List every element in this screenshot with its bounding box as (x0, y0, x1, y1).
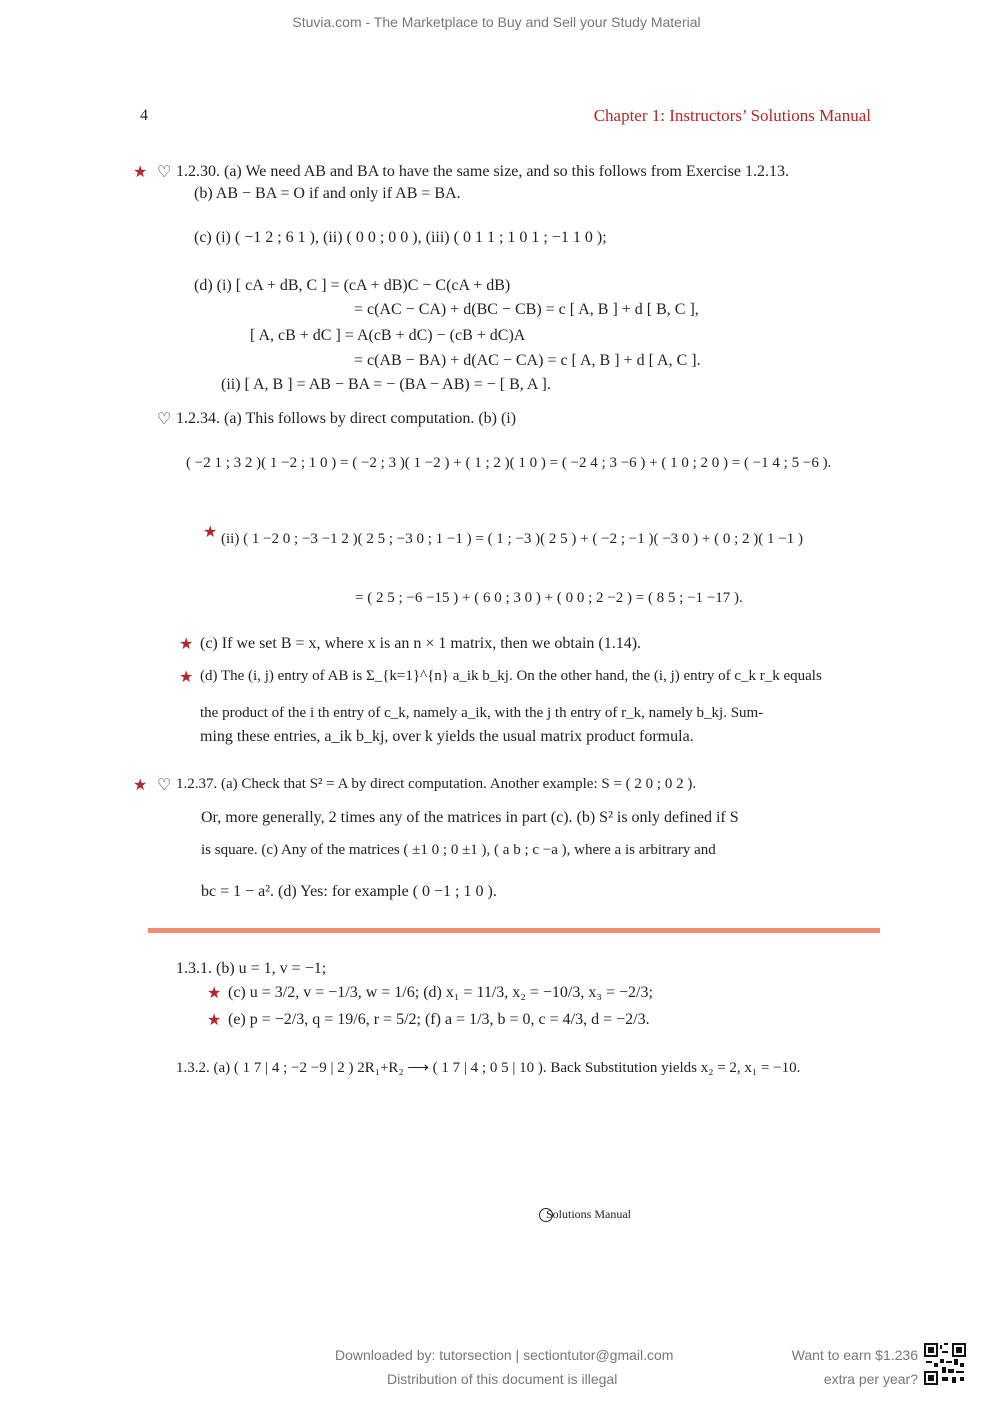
exercise-line: 1.3.2. (a) ( 1 7 | 4 ; −2 −9 | 2 ) 2R₁+R₂ ⟶ ( 1 7 | 4 ; 0 5 | 10 ). Back Substitution yields x₂ = 2, x₁ = −10. (176, 1060, 801, 1076)
exercise-line: (c) (i) ( −1 2 ; 6 1 ), (ii) ( 0 0 ; 0 0 ), (iii) ( 0 1 1 ; 1 0 1 ; −1 1 0 ); (194, 229, 607, 246)
heart-icon: ♡ (157, 164, 172, 181)
exercise-line: is square. (c) Any of the matrices ( ±1 0 ; 0 ±1 ), ( a b ; c −a ), where a is arbitrary and (201, 842, 716, 858)
exercise-line: (e) p = −2/3, q = 19/6, r = 5/2; (f) a = 1/3, b = 0, c = 4/3, d = −2/3. (228, 1011, 650, 1028)
site-banner: Stuvia.com - The Marketplace to Buy and Sell your Study Material (292, 14, 701, 30)
exercise-line: (d) The (i, j) entry of AB is Σ_{k=1}^{n} a_ik b_kj. On the other hand, the (i, j) entry of c_k r_k equals (200, 668, 822, 684)
distribution-notice: Distribution of this document is illegal (387, 1371, 618, 1387)
star-icon: ★ (207, 1012, 222, 1029)
solutions-manual-stamp (539, 1207, 631, 1222)
star-icon: ★ (179, 669, 194, 686)
star-icon: ★ (133, 164, 148, 181)
exercise-line: (d) (i) [ cA + dB, C ] = (cA + dB)C − C(cA + dB) (194, 277, 511, 294)
downloaded-by: Downloaded by: tutorsection | sectiontutor@gmail.com (335, 1347, 674, 1363)
qr-code-icon[interactable] (924, 1343, 966, 1385)
exercise-line: (ii) [ A, B ] = AB − BA = − (BA − AB) = − [ B, A ]. (221, 376, 551, 393)
star-icon: ★ (207, 985, 222, 1002)
exercise-line: Or, more generally, 2 times any of the matrices in part (c). (b) S² is only defined if S (201, 809, 739, 826)
section-divider (148, 928, 880, 933)
exercise-line: ming these entries, a_ik b_kj, over k yields the usual matrix product formula. (200, 728, 694, 745)
earn-line-1[interactable]: Want to earn $1.236 (791, 1347, 918, 1363)
exercise-line: (b) AB − BA = O if and only if AB = BA. (194, 185, 461, 202)
exercise-line: ( −2 1 ; 3 2 )( 1 −2 ; 1 0 ) = ( −2 ; 3 )( 1 −2 ) + ( 1 ; 2 )( 1 0 ) = ( −2 4 ; 3 −6 ) + ( 1 0 ; 2 0 ) = ( −1 4 ; 5 −6 ). (186, 455, 832, 471)
star-icon: ★ (133, 777, 148, 794)
earn-line-2[interactable]: extra per year? (823, 1371, 918, 1387)
exercise-line: (c) u = 3/2, v = −1/3, w = 1/6; (d) x₁ = 11/3, x₂ = −10/3, x₃ = −2/3; (228, 984, 653, 1001)
star-icon: ★ (203, 524, 218, 541)
exercise-line: 1.3.1. (b) u = 1, v = −1; (176, 960, 327, 977)
exercise-line: 1.2.37. (a) Check that S² = A by direct computation. Another example: S = ( 2 0 ; 0 2 ). (176, 776, 697, 792)
exercise-line: = ( 2 5 ; −6 −15 ) + ( 6 0 ; 3 0 ) + ( 0 0 ; 2 −2 ) = ( 8 5 ; −1 −17 ). (355, 590, 743, 606)
stamp-text: Solutions Manual (546, 1207, 632, 1221)
exercise-line: = c(AC − CA) + d(BC − CB) = c [ A, B ] + d [ B, C ], (354, 301, 699, 318)
exercise-line: (ii) ( 1 −2 0 ; −3 −1 2 )( 2 5 ; −3 0 ; 1 −1 ) = ( 1 ; −3 )( 2 5 ) + ( −2 ; −1 )( −3 0 ) + ( 0 ; 2 )( 1 −1 ) (221, 531, 803, 547)
exercise-line: the product of the i th entry of c_k, namely a_ik, with the j th entry of r_k, namely b_kj. Sum- (200, 705, 764, 721)
exercise-line: bc = 1 − a². (d) Yes: for example ( 0 −1 ; 1 0 ). (201, 883, 497, 900)
heart-icon: ♡ (157, 411, 172, 428)
page-number: 4 (140, 107, 148, 124)
star-icon: ★ (179, 636, 194, 653)
exercise-line: 1.2.30. (a) We need AB and BA to have the same size, and so this follows from Exercise 1.2.13. (176, 163, 789, 180)
exercise-line: (c) If we set B = x, where x is an n × 1 matrix, then we obtain (1.14). (200, 635, 642, 652)
exercise-line: [ A, cB + dC ] = A(cB + dC) − (cB + dC)A (250, 327, 526, 344)
heart-icon: ♡ (157, 777, 172, 794)
chapter-title: Chapter 1: Instructors’ Solutions Manual (593, 106, 871, 125)
exercise-line: 1.2.34. (a) This follows by direct computation. (b) (i) (176, 410, 517, 427)
exercise-line: = c(AB − BA) + d(AC − CA) = c [ A, B ] + d [ A, C ]. (354, 352, 701, 369)
